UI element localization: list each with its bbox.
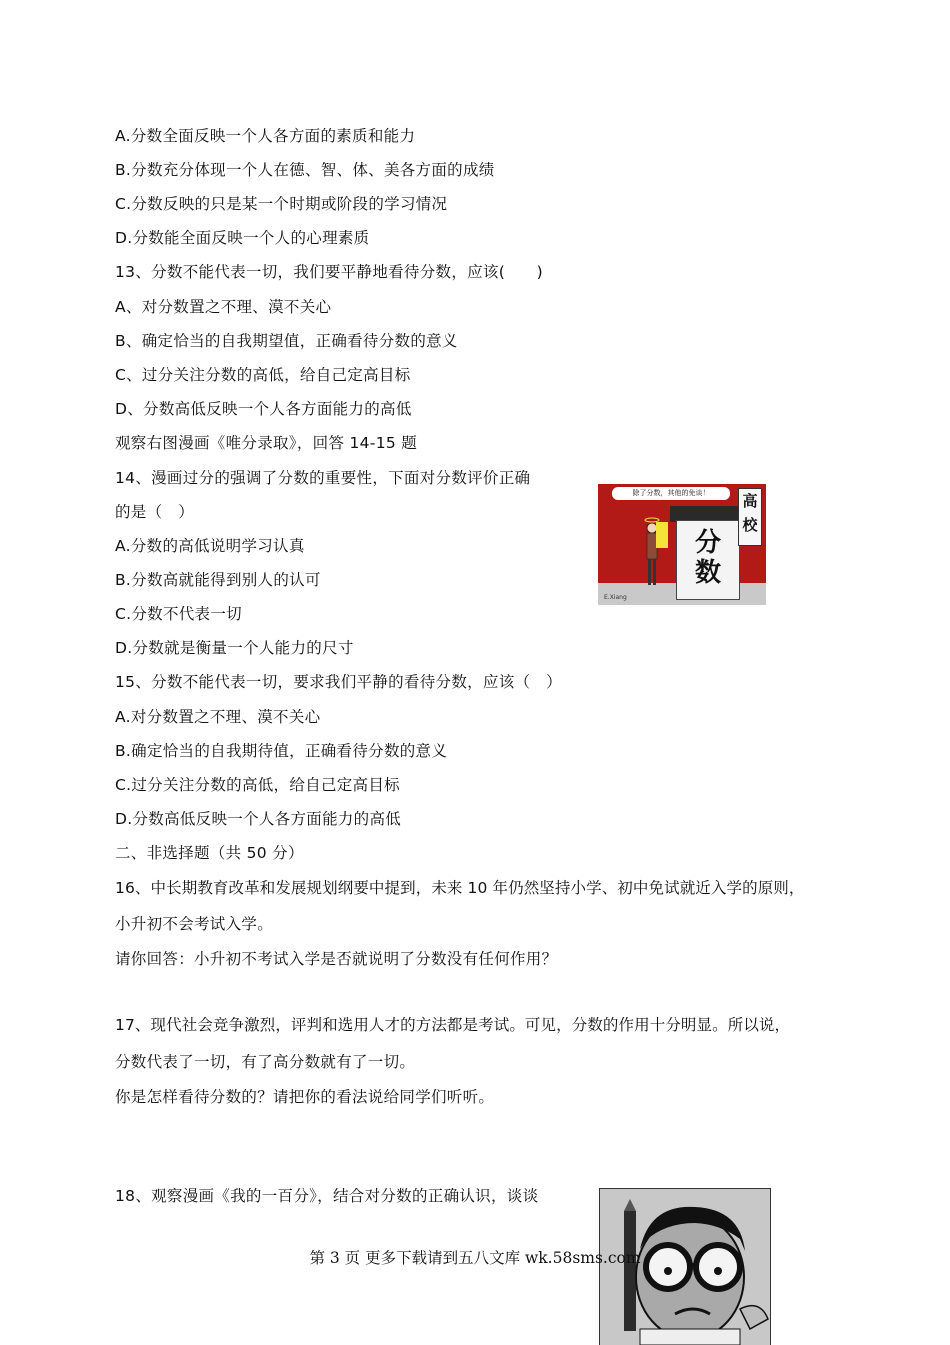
report-card	[656, 522, 668, 548]
question-17-cont: 分数代表了一切，有了高分数就有了一切。	[115, 1053, 416, 1071]
option-b-q15: B.确定恰当的自我期待值，正确看待分数的意义	[115, 742, 448, 760]
question-16-cont: 小升初不会考试入学。	[115, 915, 274, 933]
university-plaque: 高校	[738, 488, 762, 546]
question-16-prompt: 请你回答：小升初不考试入学是否就说明了分数没有任何作用？	[115, 950, 558, 968]
option-d-q12: D.分数能全面反映一个人的心理素质	[115, 229, 370, 247]
option-a-q14: A.分数的高低说明学习认真	[115, 537, 305, 555]
cartoon-score-only-admission	[598, 484, 766, 605]
option-d-q14: D.分数就是衡量一个人能力的尺寸	[115, 639, 354, 657]
question-14-cont: 的是（ ）	[115, 503, 195, 521]
section-heading: 二、非选择题（共 50 分）	[115, 844, 304, 862]
option-b-q12: B.分数充分体现一个人在德、智、体、美各方面的成绩	[115, 161, 495, 179]
page-footer: 第 3 页 更多下载请到五八文库 wk.58sms.com	[309, 1249, 641, 1267]
option-c-q15: C.过分关注分数的高低，给自己定高目标	[115, 776, 400, 794]
question-14: 14、漫画过分的强调了分数的重要性，下面对分数评价正确	[115, 469, 531, 487]
question-18: 18、观察漫画《我的一百分》，结合对分数的正确认识，谈谈	[115, 1187, 539, 1205]
artist-signature: E.Xiang	[604, 594, 627, 601]
option-c-q13: C、过分关注分数的高低，给自己定高目标	[115, 366, 411, 384]
option-d-q15: D.分数高低反映一个人各方面能力的高低	[115, 810, 402, 828]
question-13: 13、分数不能代表一切，我们要平静地看待分数，应该( )	[115, 263, 544, 281]
question-16: 16、中长期教育改革和发展规划纲要中提到，未来 10 年仍然坚持小学、初中免试就近入学的原则，	[115, 879, 805, 897]
cartoon-instruction: 观察右图漫画《唯分录取》，回答 14-15 题	[115, 434, 418, 452]
score-sign: 分数	[694, 528, 721, 588]
option-b-q14: B.分数高就能得到别人的认可	[115, 571, 321, 589]
question-17-prompt: 你是怎样看待分数的？请把你的看法说给同学们听听。	[115, 1088, 495, 1106]
question-17: 17、现代社会竞争激烈，评判和选用人才的方法都是考试。可见，分数的作用十分明显。所以说，	[115, 1016, 791, 1034]
option-a-q13: A、对分数置之不理、漠不关心	[115, 298, 332, 316]
option-d-q13: D、分数高低反映一个人各方面能力的高低	[115, 400, 412, 418]
option-b-q13: B、确定恰当的自我期望值，正确看待分数的意义	[115, 332, 458, 350]
option-c-q14: C.分数不代表一切	[115, 605, 242, 623]
option-a-q12: A.分数全面反映一个人各方面的素质和能力	[115, 127, 416, 145]
option-c-q12: C.分数反映的只是某一个时期或阶段的学习情况	[115, 195, 448, 213]
question-15: 15、分数不能代表一切，要求我们平静的看待分数，应该（ ）	[115, 673, 562, 691]
option-a-q15: A.对分数置之不理、漠不关心	[115, 708, 321, 726]
speech-bubble: 除了分数，其他的免谈！	[612, 487, 730, 500]
